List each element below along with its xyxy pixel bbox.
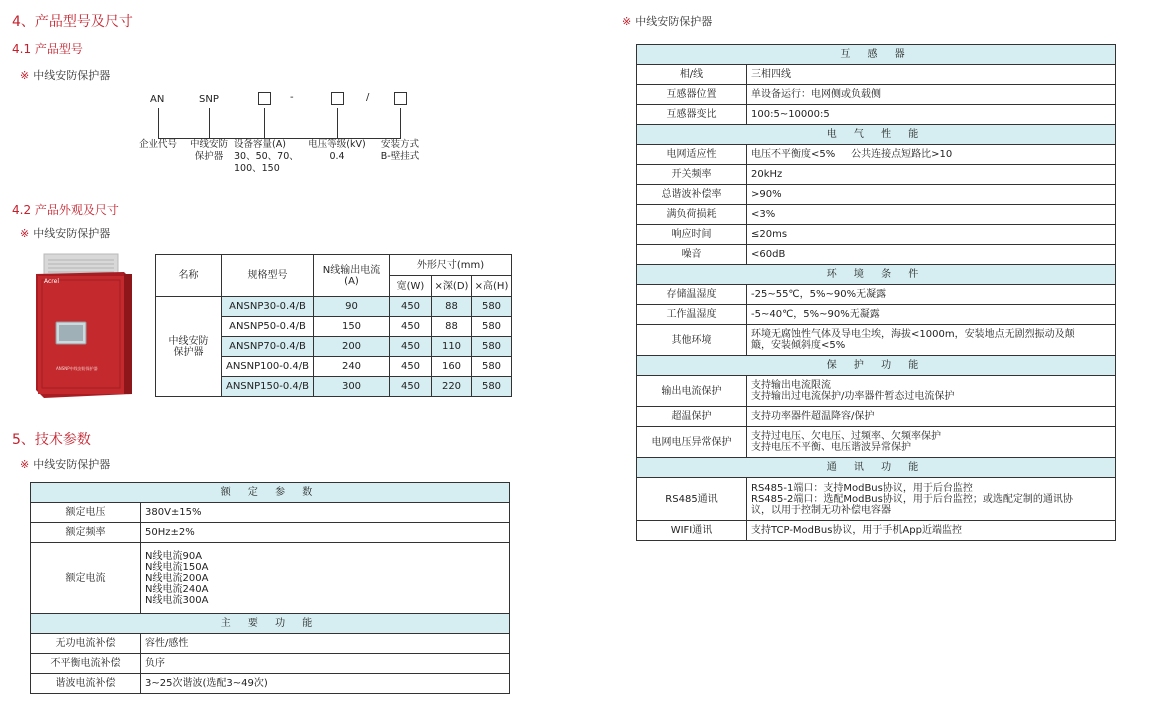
section-header-ct: 互 感 器	[637, 45, 1116, 65]
table-cell: 450	[390, 317, 432, 337]
label-product: 中线安防 保护器	[189, 139, 228, 162]
connector-line	[264, 108, 265, 138]
section-header-communication: 通 讯 功 能	[637, 458, 1116, 478]
table-cell: 580	[472, 337, 512, 357]
param-value: <60dB	[747, 245, 1116, 265]
param-value: 电压不平衡度<5% 公共连接点短路比>10	[747, 145, 1116, 165]
right-note	[622, 13, 712, 29]
table-cell: ANSNP30-0.4/B	[222, 297, 314, 317]
model-code-diagram: AN SNP - / 企业代号 中线安防 保护器 设备容量(A) 30、50、70、 100、150 电压等级(kV) 0.4 安装方式 B-壁挂式	[120, 88, 440, 188]
section-4-title: 4、产品型号及尺寸	[12, 14, 133, 30]
param-label: 响应时间	[637, 225, 747, 245]
param-value: 3~25次谐波(选配3~49次)	[141, 674, 510, 694]
param-label: 谐波电流补偿	[31, 674, 141, 694]
table-cell: 580	[472, 317, 512, 337]
param-label: WIFI通讯	[637, 521, 747, 541]
param-label: 不平衡电流补偿	[31, 654, 141, 674]
table-cell: 450	[390, 357, 432, 377]
table-cell: 90	[314, 297, 390, 317]
section-4-1-note	[20, 67, 110, 83]
code-box-voltage	[331, 92, 344, 105]
header-width: 宽(W)	[390, 276, 432, 297]
section-header-electrical: 电 气 性 能	[637, 125, 1116, 145]
note-text: 中线安防保护器	[33, 458, 111, 471]
note-mark: ※	[622, 15, 632, 28]
table-cell: ANSNP70-0.4/B	[222, 337, 314, 357]
note-text: 中线安防保护器	[33, 227, 111, 240]
note-mark: ※	[20, 69, 30, 82]
param-value: 容性/感性	[141, 634, 510, 654]
header-model: 规格型号	[222, 255, 314, 297]
table-cell: ANSNP150-0.4/B	[222, 377, 314, 397]
table-cell: 450	[390, 297, 432, 317]
table-cell: 240	[314, 357, 390, 377]
param-label: 满负荷损耗	[637, 205, 747, 225]
table-cell: 160	[432, 357, 472, 377]
dimensions-table	[155, 254, 512, 397]
connector-line	[209, 108, 210, 138]
label-voltage: 电压等级(kV) 0.4	[308, 139, 366, 162]
param-label: 噪音	[637, 245, 747, 265]
param-value: 20kHz	[747, 165, 1116, 185]
brand-logo: Acrel	[44, 278, 59, 285]
param-label: 电网电压异常保护	[637, 427, 747, 458]
cabinet-illustration	[30, 250, 142, 400]
param-value: 环境无腐蚀性气体及导电尘埃，海拔<1000m，安装地点无剧烈振动及颠 簸，安装倾斜度<5%	[747, 325, 1116, 356]
code-box-capacity	[258, 92, 271, 105]
code-box-install	[394, 92, 407, 105]
param-label: 总谐波补偿率	[637, 185, 747, 205]
table-cell: 300	[314, 377, 390, 397]
param-label: 互感器位置	[637, 85, 747, 105]
section-header-protection: 保 护 功 能	[637, 356, 1116, 376]
param-value: 380V±15%	[141, 503, 510, 523]
spec-table-right	[636, 44, 1116, 541]
cabinet-caption: ANSNP中线安防保护器	[56, 366, 98, 371]
code-dash: -	[290, 92, 294, 103]
label-install: 安装方式 B-壁挂式	[380, 139, 420, 162]
note-text: 中线安防保护器	[33, 69, 111, 82]
param-value: <3%	[747, 205, 1116, 225]
param-label: 电网适应性	[637, 145, 747, 165]
param-label: 存储温湿度	[637, 285, 747, 305]
param-value: 支持功率器件超温降容/保护	[747, 407, 1116, 427]
code-an: AN	[150, 94, 165, 105]
param-label: 无功电流补偿	[31, 634, 141, 654]
section-4-1-title: 4.1 产品型号	[12, 42, 83, 56]
label-capacity: 设备容量(A) 30、50、70、 100、150	[234, 139, 299, 174]
table-cell: ANSNP100-0.4/B	[222, 357, 314, 377]
note-text: 中线安防保护器	[635, 15, 713, 28]
param-value: RS485-1端口：支持ModBus协议，用于后台监控 RS485-2端口：选配ModBus协议，用于后台监控；或选配定制的通讯协 议，以用于控制无功补偿电容器	[747, 478, 1116, 521]
table-cell: 110	[432, 337, 472, 357]
param-label: 其他环境	[637, 325, 747, 356]
table-cell: 450	[390, 377, 432, 397]
param-value: 支持TCP-ModBus协议，用于手机App近端监控	[747, 521, 1116, 541]
table-cell: 200	[314, 337, 390, 357]
param-value: 100:5~10000:5	[747, 105, 1116, 125]
note-mark: ※	[20, 458, 30, 471]
table-cell: 220	[432, 377, 472, 397]
param-label: 额定电流	[31, 543, 141, 614]
header-size: 外形尺寸(mm)	[390, 255, 512, 276]
param-value: -25~55℃，5%~90%无凝露	[747, 285, 1116, 305]
table-cell: ANSNP50-0.4/B	[222, 317, 314, 337]
param-value: 负序	[141, 654, 510, 674]
product-image	[30, 250, 142, 400]
section-4-2-title: 4.2 产品外观及尺寸	[12, 203, 119, 217]
header-current: N线输出电流 (A)	[314, 255, 390, 297]
section-5-note	[20, 456, 110, 472]
table-cell: 580	[472, 357, 512, 377]
param-label: 开关频率	[637, 165, 747, 185]
connector-line	[400, 108, 401, 138]
param-label: 工作温湿度	[637, 305, 747, 325]
param-value: 单设备运行：电网侧或负载侧	[747, 85, 1116, 105]
note-mark: ※	[20, 227, 30, 240]
connector-line	[158, 108, 159, 138]
param-value: -5~40℃，5%~90%无凝露	[747, 305, 1116, 325]
table-cell: 580	[472, 297, 512, 317]
table-cell: 88	[432, 317, 472, 337]
spec-table-left	[30, 482, 510, 694]
section-4-2-note	[20, 225, 110, 241]
code-slash: /	[366, 92, 370, 103]
param-value: 三相四线	[747, 65, 1116, 85]
param-value: ≤20ms	[747, 225, 1116, 245]
table-cell: 580	[472, 377, 512, 397]
header-name: 名称	[156, 255, 222, 297]
param-value: 支持过电压、欠电压、过频率、欠频率保护 支持电压不平衡、电压谐波异常保护	[747, 427, 1116, 458]
param-value: >90%	[747, 185, 1116, 205]
param-label: RS485通讯	[637, 478, 747, 521]
table-cell: 150	[314, 317, 390, 337]
connector-line	[337, 108, 338, 138]
section-header-environment: 环 境 条 件	[637, 265, 1116, 285]
param-label: 额定电压	[31, 503, 141, 523]
param-label: 互感器变比	[637, 105, 747, 125]
param-value: N线电流90A N线电流150A N线电流200A N线电流240A N线电流300A	[141, 543, 510, 614]
code-snp: SNP	[199, 94, 219, 105]
section-5-title: 5、技术参数	[12, 432, 91, 448]
section-header-functions: 主 要 功 能	[31, 614, 510, 634]
param-value: 50Hz±2%	[141, 523, 510, 543]
header-height: ×高(H)	[472, 276, 512, 297]
param-label: 超温保护	[637, 407, 747, 427]
table-cell: 450	[390, 337, 432, 357]
table-cell: 88	[432, 297, 472, 317]
name-cell: 中线安防 保护器	[156, 297, 222, 397]
param-label: 相/线	[637, 65, 747, 85]
header-depth: ×深(D)	[432, 276, 472, 297]
param-label: 额定频率	[31, 523, 141, 543]
param-label: 输出电流保护	[637, 376, 747, 407]
section-header-rated: 额 定 参 数	[31, 483, 510, 503]
param-value: 支持输出电流限流 支持输出过电流保护/功率器件暂态过电流保护	[747, 376, 1116, 407]
